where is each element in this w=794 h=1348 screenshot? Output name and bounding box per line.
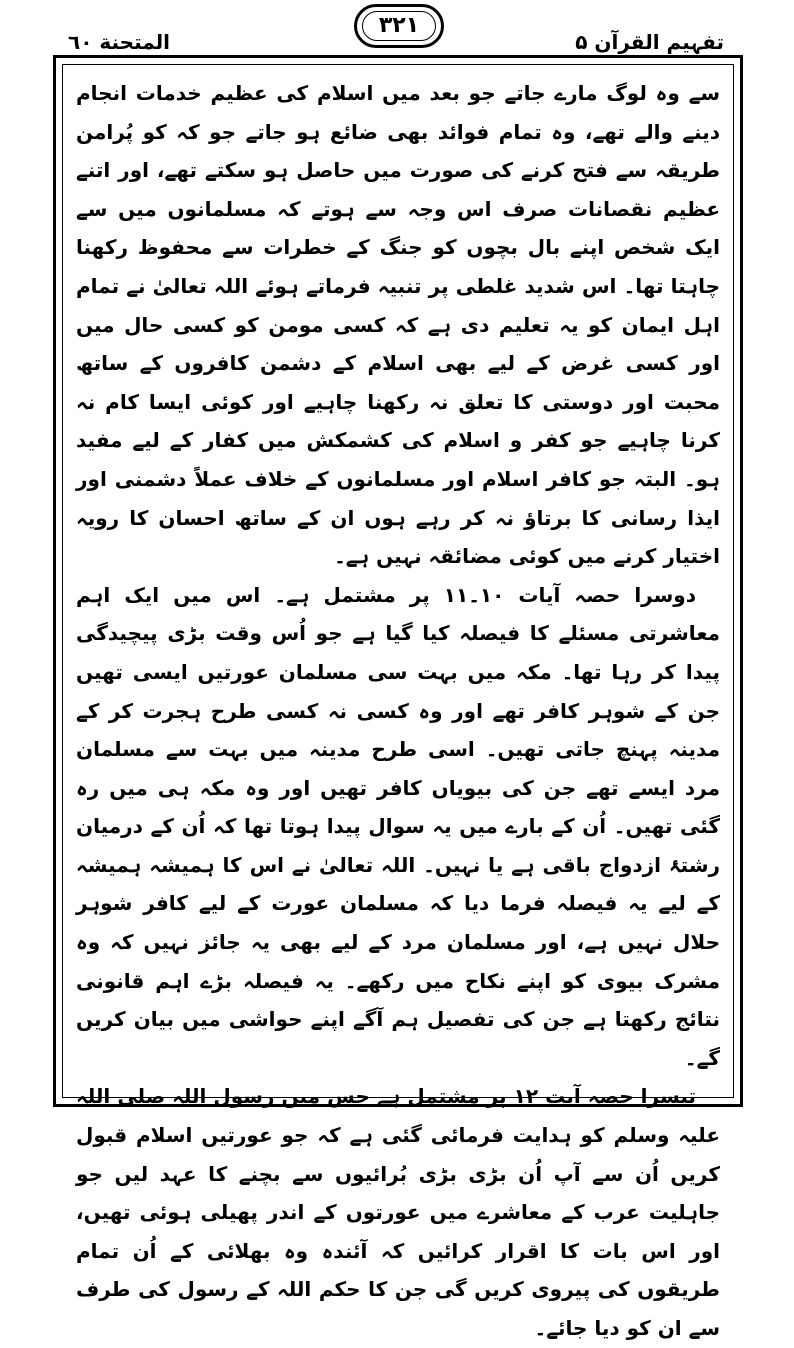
page-number-medallion: ٣٢١ <box>354 4 444 48</box>
page-header <box>0 0 794 56</box>
paragraph-3: تیسرا حصہ آیت ۱۲ پر مشتمل ہے جس میں رسول اللہ صلی اللہ علیہ وسلم کو ہدایت فرمائی گئی ہے کہ جو عورتیں اسلام قبول کریں اُن سے آپ اُن بڑی بڑی بُرائیوں سے بچنے کا عہد لیں جو جاہلیت عرب کے معاشرے میں عورتوں کے اندر پھیلی ہوئی تھیں، اور اس بات کا اقرار کرائیں کہ آئندہ وہ بھلائی کے اُن تمام طریقوں کی پیروی کریں گی جن کا حکم اللہ کے رسول کی طرف سے ان کو دیا جائے۔ <box>76 1084 720 1340</box>
paragraph-1: سے وہ لوگ مارے جاتے جو بعد میں اسلام کی عظیم خدمات انجام دینے والے تھے، وہ تمام فوائد بھی ضائع ہو جاتے جو کہ کو پُرامن طریقہ سے فتح کرنے کی صورت میں حاصل ہو سکتے تھے، اور اتنے عظیم نقصانات صرف اس وجہ سے ہوتے کہ مسلمانوں میں سے ایک شخص اپنے بال بچوں کو جنگ کے خطرات سے محفوظ رکھنا چاہتا تھا۔ اس شدید غلطی پر تنبیہ فرماتے ہوئے اللہ تعالیٰ نے تمام اہل ایمان کو یہ تعلیم دی ہے کہ کسی مومن کو کسی حال میں اور کسی غرض کے لیے بھی اسلام کے دشمن کافروں کے ساتھ محبت اور دوستی کا تعلق نہ رکھنا چاہیے اور کوئی ایسا کام نہ کرنا چاہیے جو کفر و اسلام کی کشمکش میں کفار کے لیے مفید ہو۔ البتہ جو کافر اسلام اور مسلمانوں کے خلاف عملاً دشمنی اور ایذا رسانی کا برتاؤ نہ کر رہے ہوں ان کے ساتھ احسان کا رویہ اختیار کرنے میں کوئی مضائقہ نہیں ہے۔ <box>76 81 720 569</box>
surah-name: المتحنة ٦٠ <box>68 30 171 54</box>
paragraph-2: دوسرا حصہ آیات ۱۰۔۱۱ پر مشتمل ہے۔ اس میں ایک اہم معاشرتی مسئلے کا فیصلہ کیا گیا ہے جو اُس وقت بڑی پیچیدگی پیدا کر رہا تھا۔ مکہ میں بہت سی مسلمان عورتیں ایسی تھیں جن کے شوہر کافر تھے اور وہ کسی نہ کسی طرح ہجرت کر کے مدینہ پہنچ جاتی تھیں۔ اسی طرح مدینہ میں بہت سے مسلمان مرد ایسے تھے جن کی بیویاں کافر تھیں اور وہ مکہ ہی میں رہ گئی تھیں۔ اُن کے بارے میں یہ سوال پیدا ہوتا تھا کہ اُن کے درمیان رشتۂ ازدواج باقی ہے یا نہیں۔ اللہ تعالیٰ نے اس کا ہمیشہ ہمیشہ کے لیے یہ فیصلہ فرما دیا کہ مسلمان عورت کے لیے کافر شوہر حلال نہیں ہے، اور مسلمان مرد کے لیے بھی یہ جائز نہیں کہ وہ مشرک بیوی کو اپنے نکاح میں رکھے۔ یہ فیصلہ بڑے اہم قانونی نتائج رکھتا ہے جن کی تفصیل ہم آگے اپنے حواشی میں بیان کریں گے۔ <box>76 582 720 1070</box>
body-text <box>76 74 720 1340</box>
book-title: تفہیم القرآن ۵ <box>575 30 724 54</box>
